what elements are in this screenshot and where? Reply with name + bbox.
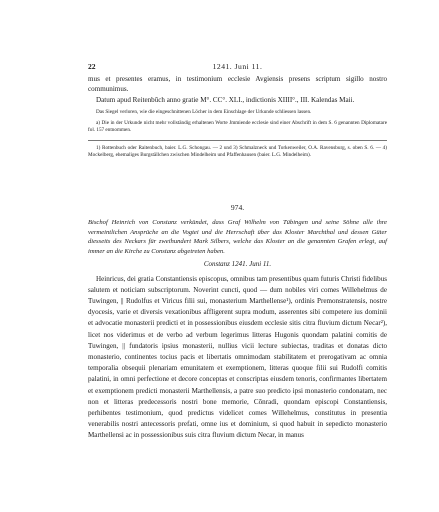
textual-note: a) Die in der Urkunde nicht mehr vollständig erhaltenen Worte Jmmiende ecclesie sind einer Abschrift in dem S. 6 genannten Diplomatare fol. 157 entnommen. (88, 120, 387, 134)
dating-clause: Datum apud Reitenbūch anno gratie M°. CC°. XLI., indictionis XIIII°., III. Kalendas Maii. (96, 95, 355, 104)
document-number: 974. (230, 203, 245, 213)
text-paragraph: mus et presentes eramus, in testimonium ecclesie Avgiensis presens scriptum sigillo nostro communimus. (88, 75, 387, 94)
document-text: Heinricus, dei gratia Constantiensis episcopus, omnibus tam presentibus quam futuris Christi fidelibus salutem et noticiam subscriptorum. Noverint cuncti, quod — dum nobiles viri comes Willehelmus de Tuwingen, || Rudolfus et Viricus filii sui, monasterium Marthellense¹), ordinis Premonstratensis, nostre dyocesis, varie et diversis vexationibus affligerent supra modum, asserentes sibi competere ius dominii et advocatie monasterii predicti et in possessionibus eiusdem ecclesie sitis citra fluvium dictum Necar²), licet nos viderimus et de verbo ad verbum legerimus litteras Hugonis quondam palatini comitis de Tuwingen, || fundatoris ipsius monasterii, nullius vicii lecture subiectas, traditas et donatas dicto monasterio, continentes tocius pacis et libertatis omnimodam stabilitatem et prerogativam ac omnia temporalia obsequii plenariam emunitatem et exemptionem, litteras quoque filii sui Rudolfi comitis palatini, in omni perfectione et decore conceptas et conscriptas eiusdem tenoris, confirmantes libertatem et exemptionem predicti monasterii Marthellensis, a patre suo predicto ipsi monasterio condonatam, nec non et litteras predecessoris nostri bone memorie, Cōnradi, quondam episcopi Constantiensis, perhibentes testimonium, quod predictus videlicet comes Willehelmus, constitutus in presentia venerabilis nostri antecessoris prefati, omne ius et dominium, si quod habuit in sepedicto monasterio Marthellensi ac in possessionibus suis citra fluvium dictum Necar, in manus (88, 274, 387, 440)
page-number: 22 (88, 62, 96, 71)
section-gap (88, 159, 387, 203)
footnote-rule (88, 140, 387, 141)
seal-note: Das Siegel verloren, wie die eingeschnittenen Löcher in dem Einschlage der Urkunde schliessen lassen. (96, 109, 312, 116)
document-974 (88, 203, 387, 441)
document-summary: Bischof Heinrich von Constanz verkündet, dass Graf Wilhelm von Tübingen und seine Söhne alle ihre vermeintlichen Ansprüche an die Vogtei und die Herrschaft über das Kloster Marchthal und dessen Güter diesseits des Neckars für zweihundert Mark Silbers, welche das Kloster an die genannten Grafen erlegt, auf immer an die Kirche zu Constanz abgetreten haben. (88, 219, 387, 255)
footnote: 1) Rottenbuch oder Raitenbuch, baier. L.G. Schongau. — 2 und 3) Schmalzneck und Torkenweiler, O.A. Ravensburg, s. oben S. 6. — 4) Mockelberg, ehemaliges Burgställchen zwischen Mindelheim und Pfaffenhausen (baier. L.G. Mindelheim). (88, 145, 387, 159)
running-head (88, 62, 387, 74)
previous-document-ending (88, 74, 387, 159)
document-date: Constanz 1241. Juni 11. (203, 259, 272, 268)
running-title: 1241. Juni 11. (212, 62, 263, 71)
